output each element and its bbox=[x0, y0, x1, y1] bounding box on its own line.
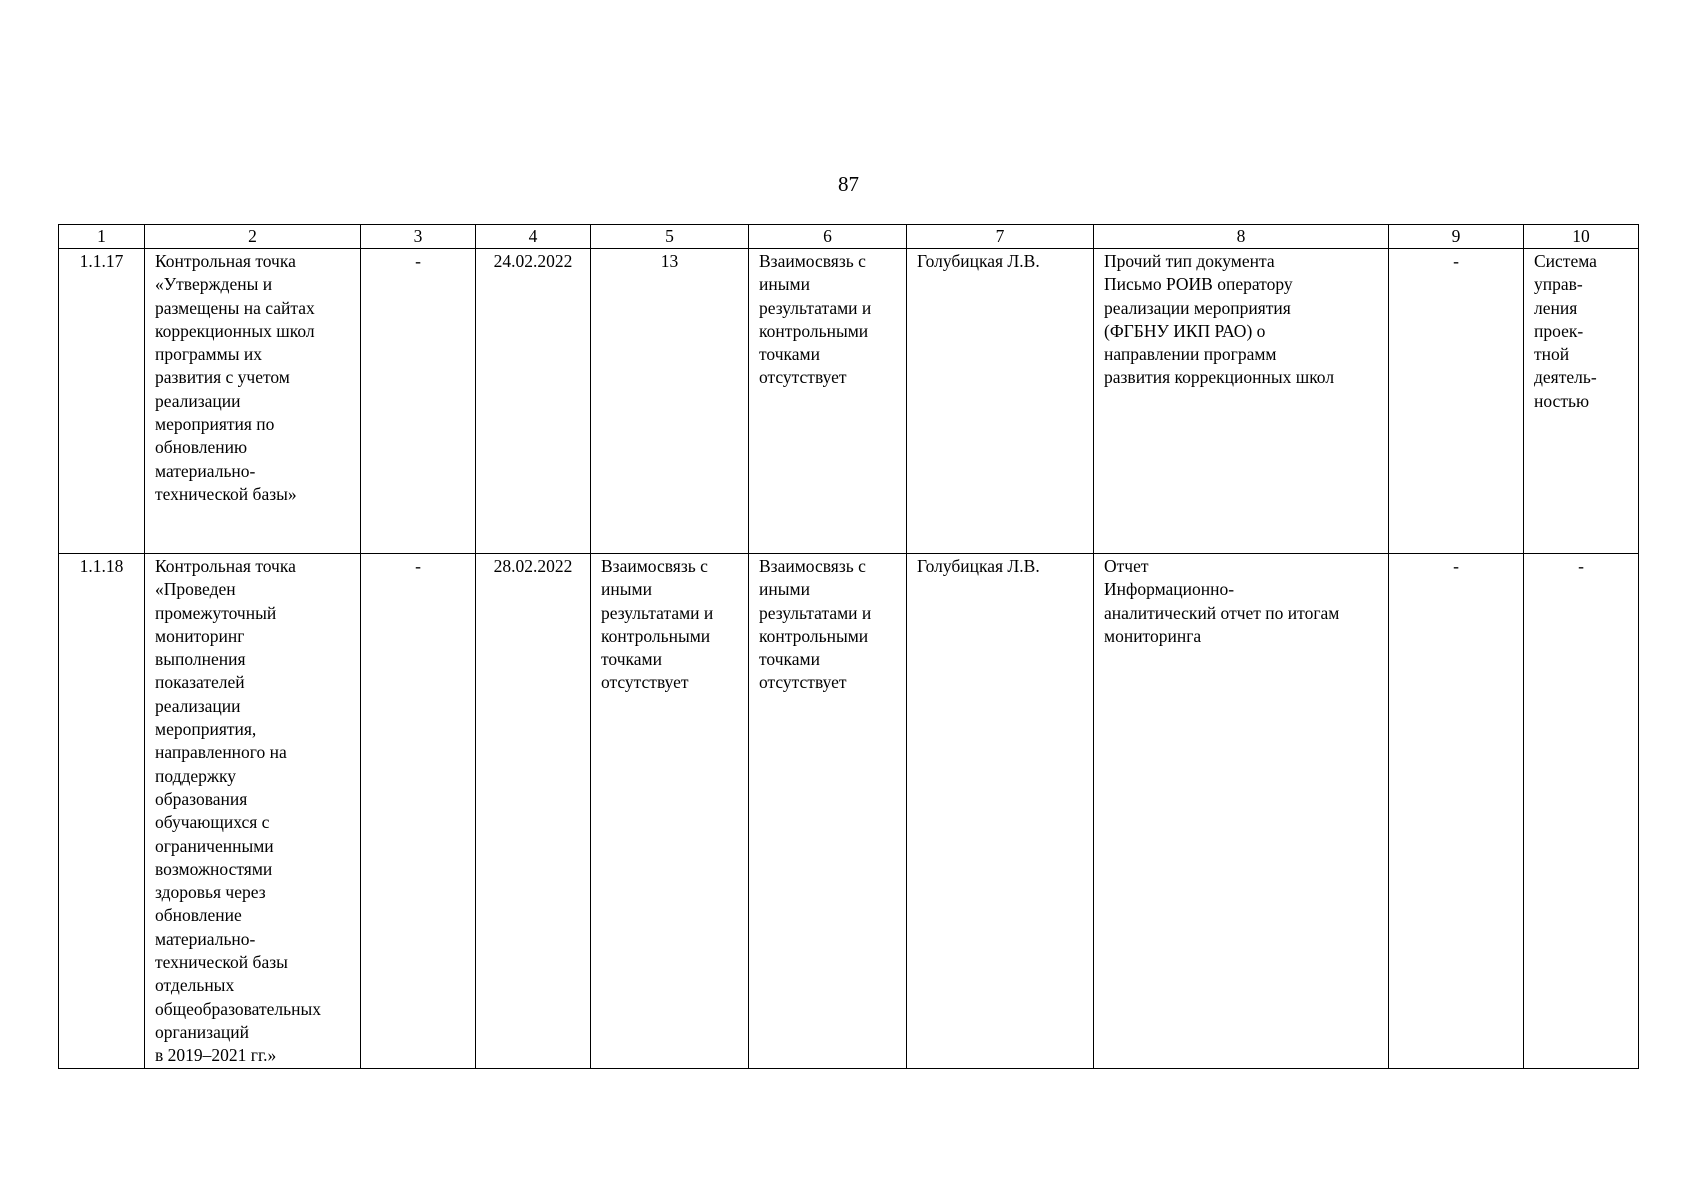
row-id: 1.1.18 bbox=[59, 554, 145, 1069]
header-col-6: 6 bbox=[749, 225, 907, 249]
row-col9: - bbox=[1389, 554, 1524, 1069]
header-col-8: 8 bbox=[1094, 225, 1389, 249]
page-number: 87 bbox=[838, 172, 859, 196]
row-col3: - bbox=[361, 554, 476, 1069]
row-col3: - bbox=[361, 249, 476, 554]
row-col10: Система управ- ления проек- тной деятель- ностью bbox=[1524, 249, 1639, 554]
row-col6: Взаимосвязь с иными результатами и контрольными точками отсутствует bbox=[749, 554, 907, 1069]
row-col5: Взаимосвязь с иными результатами и контрольными точками отсутствует bbox=[591, 554, 749, 1069]
header-col-4: 4 bbox=[476, 225, 591, 249]
header-row bbox=[59, 225, 1639, 249]
row-date: 24.02.2022 bbox=[476, 249, 591, 554]
header-col-5: 5 bbox=[591, 225, 749, 249]
row-name: Контрольная точка «Проведен промежуточный мониторинг выполнения показателей реализации мероприятия, направленного на поддержку образования обучающихся с ограниченными возможностями здоровья через обновление материально- технической базы отдельных общеобразовательных организаций в 2019–2021 гг.» bbox=[145, 554, 361, 1069]
table-body bbox=[59, 249, 1639, 1069]
control-points-table bbox=[58, 224, 1639, 1069]
row-col8: Прочий тип документа Письмо РОИВ оператору реализации мероприятия (ФГБНУ ИКП РАО) о направлении программ развития коррекционных школ bbox=[1094, 249, 1389, 554]
table-container bbox=[58, 224, 1639, 1069]
row-responsible: Голубицкая Л.В. bbox=[907, 554, 1094, 1069]
table-header bbox=[59, 225, 1639, 249]
row-name: Контрольная точка «Утверждены и размещены на сайтах коррекционных школ программы их развития с учетом реализации мероприятия по обновлению материально- технической базы» bbox=[145, 249, 361, 554]
header-col-10: 10 bbox=[1524, 225, 1639, 249]
row-responsible: Голубицкая Л.В. bbox=[907, 249, 1094, 554]
table-row bbox=[59, 249, 1639, 554]
row-col6: Взаимосвязь с иными результатами и контрольными точками отсутствует bbox=[749, 249, 907, 554]
row-col10: - bbox=[1524, 554, 1639, 1069]
row-col8: Отчет Информационно- аналитический отчет по итогам мониторинга bbox=[1094, 554, 1389, 1069]
header-col-7: 7 bbox=[907, 225, 1094, 249]
row-col5: 13 bbox=[591, 249, 749, 554]
header-col-3: 3 bbox=[361, 225, 476, 249]
header-col-2: 2 bbox=[145, 225, 361, 249]
row-id: 1.1.17 bbox=[59, 249, 145, 554]
row-date: 28.02.2022 bbox=[476, 554, 591, 1069]
row-col9: - bbox=[1389, 249, 1524, 554]
header-col-9: 9 bbox=[1389, 225, 1524, 249]
table-row bbox=[59, 554, 1639, 1069]
header-col-1: 1 bbox=[59, 225, 145, 249]
